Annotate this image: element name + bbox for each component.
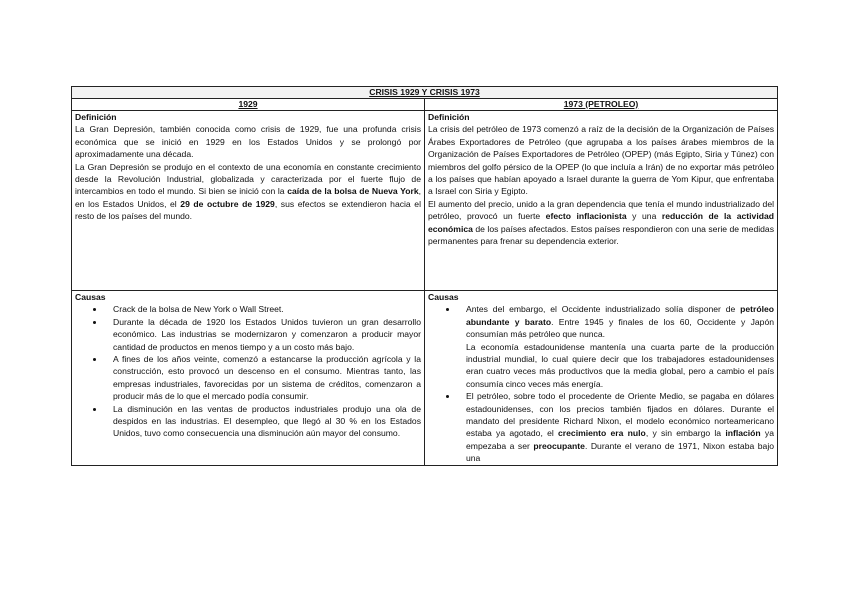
definition-1973-paragraph-2: El aumento del precio, unido a la gran dependencia que tenía el mundo industrializado del petróleo, provocó un fuerte efecto inflacionista y una reducción de la actividad económica de los países afectados. Estos países respondieron con una serie de medidas permanentes para frenar su dependencia exterior. [428,198,775,247]
causes-heading: Causas [428,292,459,302]
definition-1973-paragraph-1: La crisis del petróleo de 1973 comenzó a raíz de la decisión de la Organización de Países Árabes Exportadores de Petróleo (que agrupaba a los países árabes miembros de la Organización de Países Exportadores de Petróleo (OPEP) (más Egipto, Siria y Túnez) con miembros del golfo pérsico de la OPEP (lo que incluía a Irán) de no exportar más petróleo a los países que habían apoyado a Israel durante la guerra de Yom Kipur, que enfrentaba a Israel con Siria y Egipto. [428,124,775,197]
causes-heading: Causas [75,292,106,302]
definition-heading: Definición [428,112,470,122]
causes-cell-1929 [72,291,425,466]
list-item-subparagraph: La economía estadounidense mantenía una cuarta parte de la producción industrial mundial, lo cual quiere decir que los trabajadores estadounidenses eran cuatro veces más productivos que la media global, pero a cambio el país consumía cinco veces más energía. [466,341,775,389]
list-item: • La disminución en las ventas de productos industriales produjo una ola de despidos en las industrias. El desempleo, que llegó al 30 % en los Estados Unidos, tuvo como consecuencia una disminución aún mayor del consumo. [105,403,421,440]
definition-1929-paragraph-2: La Gran Depresión se produjo en el contexto de una economía en constante crecimiento desde la Revolución Industrial, globalizada y caracterizada por el fuerte flujo de intercambios en todo el mundo. Si bien se inició con la caída de la bolsa de Nueva York, en los Estados Unidos, el 29 de octubre de 1929, sus efectos se extendieron hacia el resto de los países del mundo. [75,161,422,222]
list-item: • El petróleo, sobre todo el procedente de Oriente Medio, se pagaba en dólares estadounidenses, con los precios también fijados en dólares. Durante el mandato del presidente Richard Nixon, el modelo económico norteamericano estaba ya agotado, el crecimiento era nulo, y sin embargo la inflación ya empezaba a ser preocupante. Durante el verano de 1971, Nixon estaba bajo una [458,390,774,464]
list-item: • Crack de la bolsa de New York o Wall Street. [105,303,421,315]
table-title: CRISIS 1929 Y CRISIS 1973 [72,87,778,99]
list-item: • A fines de los años veinte, comenzó a estancarse la producción agrícola y la construcción, esto provocó un descenso en el consumo. Mientras tanto, las empresas industriales, favorecidas por un sistema de créditos, comenzaron a producir más de lo que el mercado podía consumir. [105,353,421,403]
list-item: • Durante la década de 1920 los Estados Unidos tuvieron un gran desarrollo económico. Las industrias se modernizaron y comenzaron a producir mayor cantidad de productos en menos tiempo y a un costo más bajo. [105,316,421,353]
list-item: • Antes del embargo, el Occidente industrializado solía disponer de petróleo abundante y barato. Entre 1945 y finales de los 60, Occidente y Japón consumían más petróleo que nunca. La economía estadounidense mantenía una cuarta parte de la producción industrial mundial, lo cual quiere decir que los trabajadores estadounidenses eran cuatro veces más productivos que la media global, pero a cambio el país consumía cinco veces más energía. [458,303,774,390]
causes-cell-1973 [425,291,778,466]
comparison-table [71,86,778,466]
definition-cell-1929 [72,111,425,291]
column-header-1973: 1973 (PETROLEO) [425,99,778,111]
causes-list-1973 [428,303,774,464]
definition-heading: Definición [75,112,117,122]
definition-cell-1973 [425,111,778,291]
column-header-1929: 1929 [72,99,425,111]
causes-list-1929 [75,303,421,439]
definition-1929-paragraph-1: La Gran Depresión, también conocida como crisis de 1929, fue una profunda crisis económica que se inició en 1929 en los Estados Unidos y se prolongó por aproximadamente una década. [75,124,421,160]
